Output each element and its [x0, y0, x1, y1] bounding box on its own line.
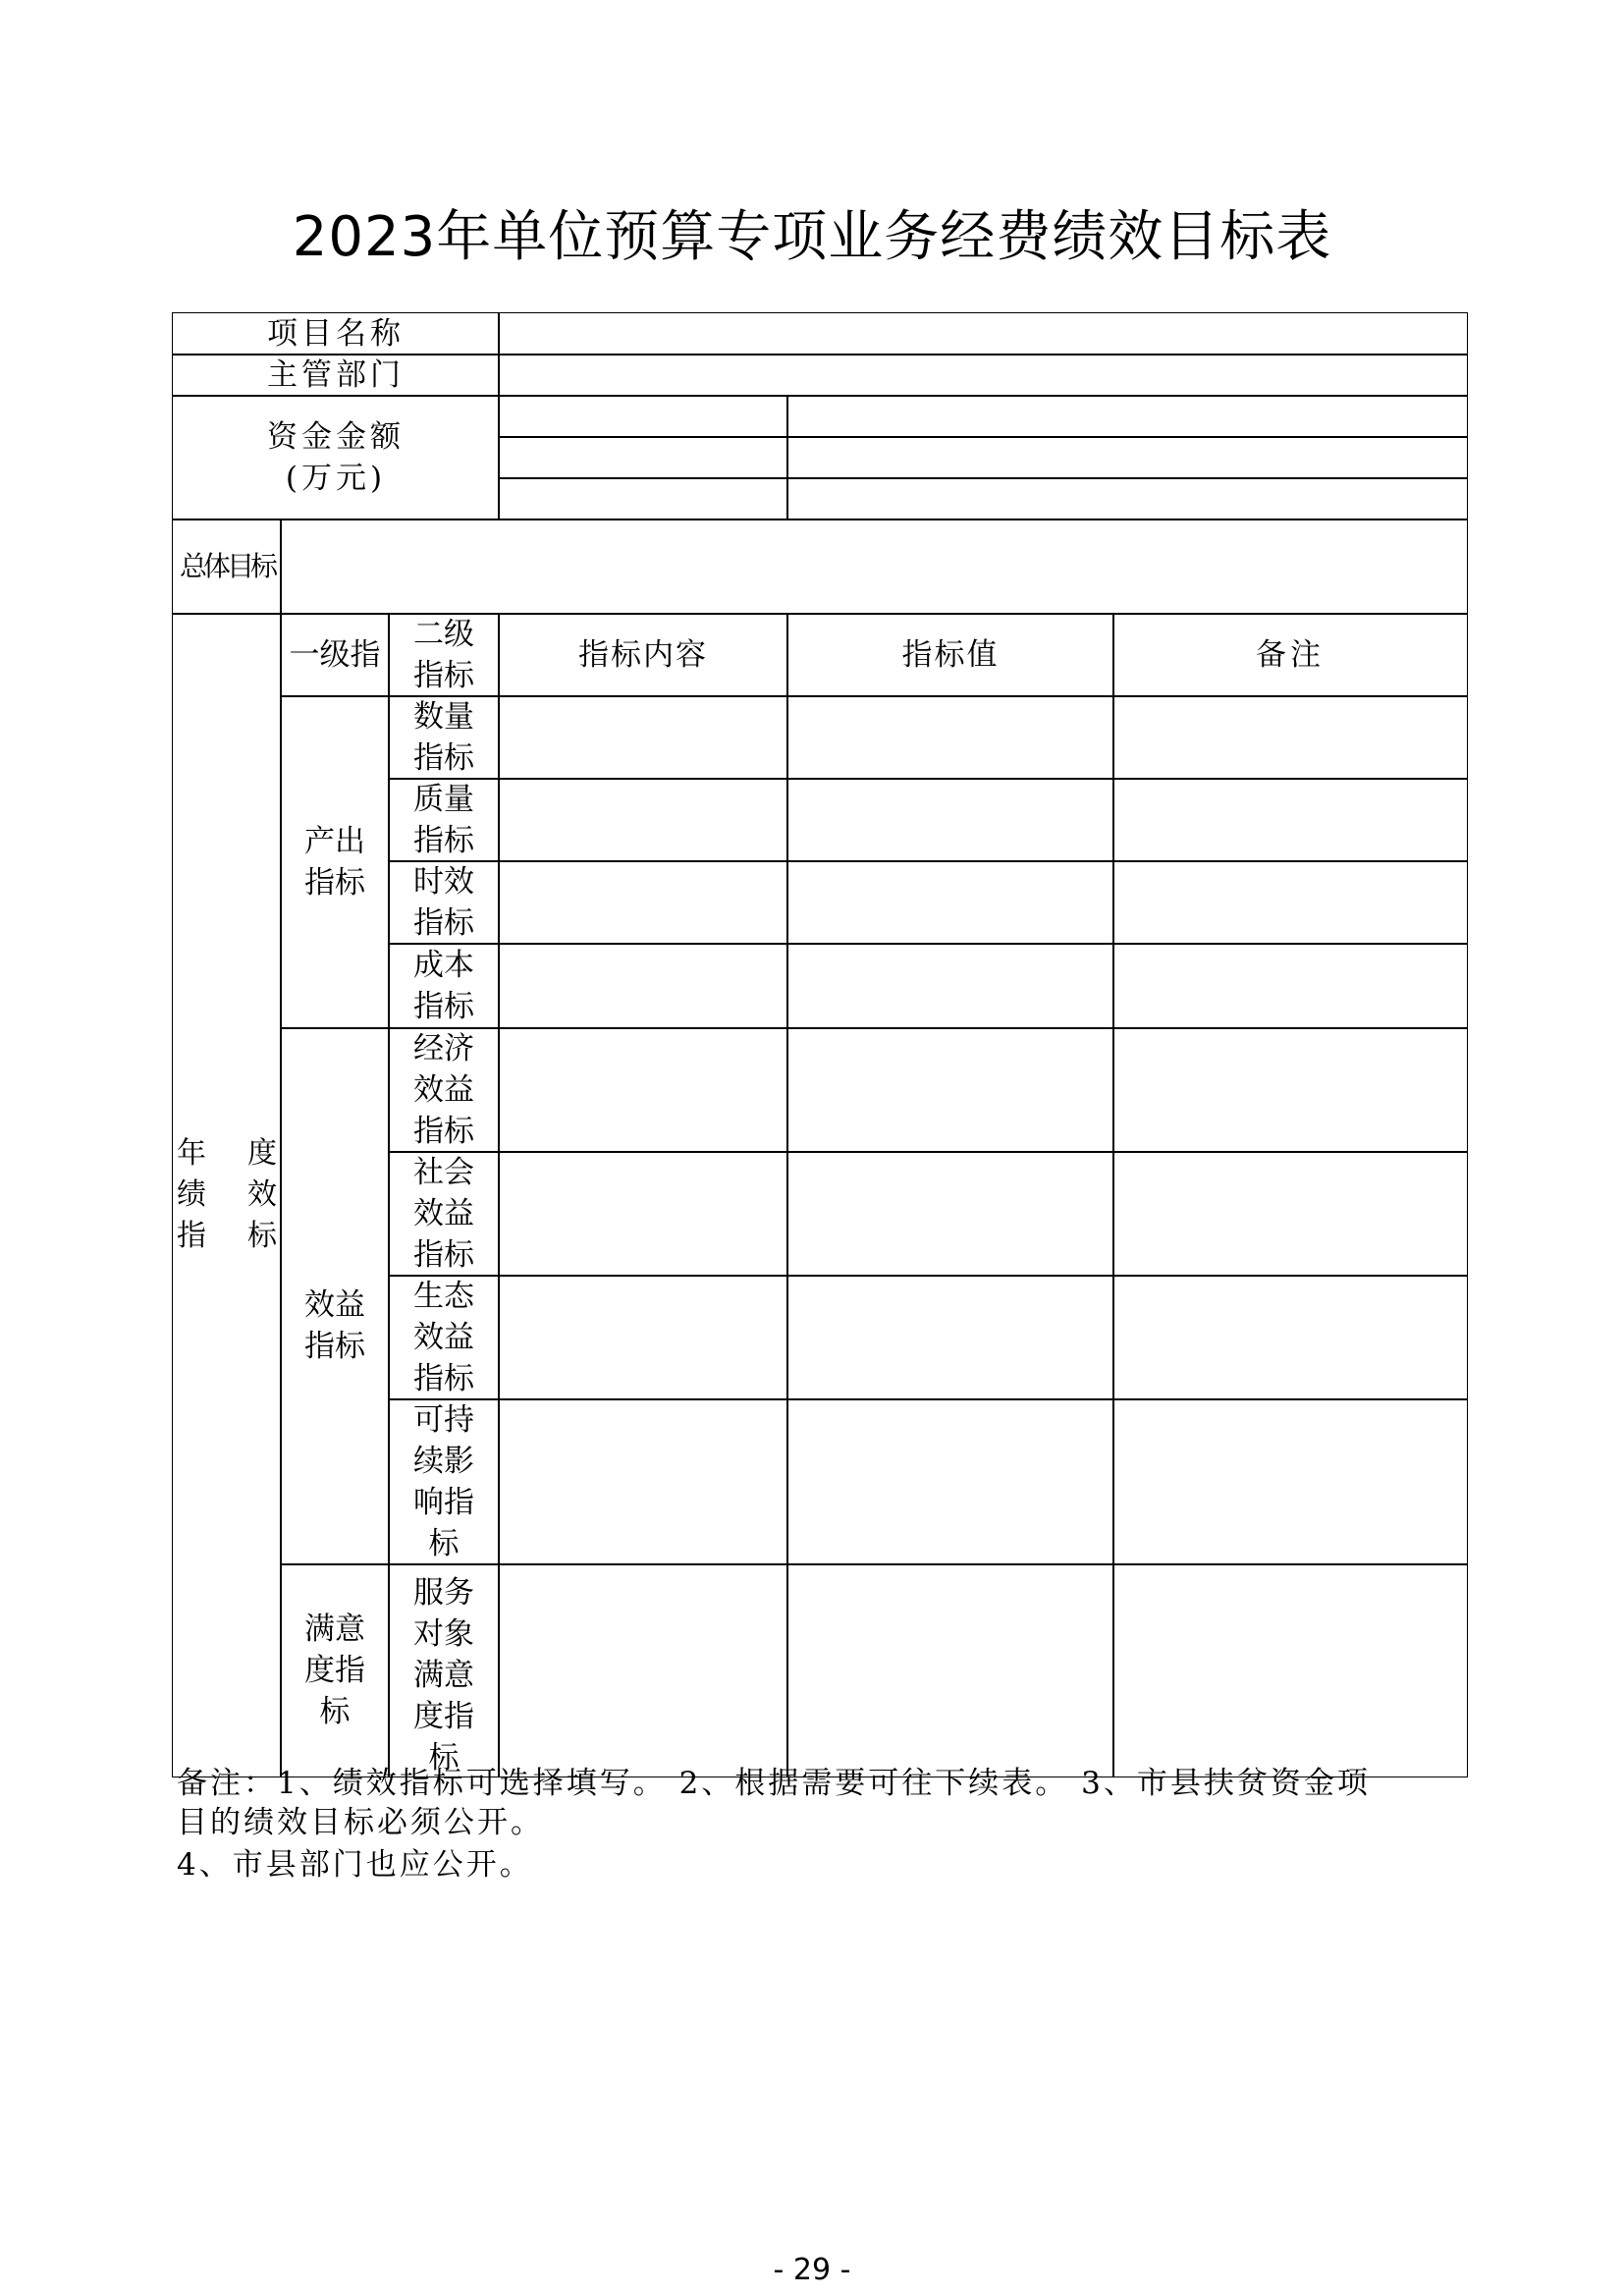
- timeliness-indicator-text: 时效指标: [413, 864, 474, 941]
- ecological-value[interactable]: [786, 1275, 1114, 1400]
- cost-value[interactable]: [786, 943, 1114, 1029]
- social-content[interactable]: [498, 1151, 788, 1277]
- satisfaction-value[interactable]: [786, 1563, 1114, 1777]
- sustainable-value[interactable]: [786, 1398, 1114, 1565]
- sustainable-content[interactable]: [498, 1398, 788, 1565]
- funds-cell-2a[interactable]: [498, 436, 788, 479]
- timeliness-indicator: [388, 860, 500, 945]
- timeliness-value[interactable]: [786, 860, 1114, 945]
- quality-content[interactable]: [498, 778, 788, 862]
- sustainable-impact-indicator: [388, 1398, 500, 1565]
- social-value[interactable]: [786, 1151, 1114, 1277]
- department-text: 主管部门: [267, 357, 405, 393]
- col-remark-header: [1112, 613, 1468, 697]
- cost-remark[interactable]: [1112, 943, 1468, 1029]
- overall-goal-value[interactable]: [280, 519, 1468, 615]
- page-number: - 29 -: [773, 2253, 851, 2287]
- satisfaction-indicators-text: 满意度指标: [304, 1612, 365, 1729]
- project-name-text: 项目名称: [267, 316, 405, 352]
- economic-remark[interactable]: [1112, 1027, 1468, 1153]
- output-indicators-text: 产出指标: [304, 824, 365, 901]
- social-benefit-text: 社会效益指标: [413, 1155, 474, 1273]
- economic-benefit-text: 经济效益指标: [413, 1031, 474, 1149]
- sustainable-remark[interactable]: [1112, 1398, 1468, 1565]
- funds-cell-3b[interactable]: [786, 477, 1468, 520]
- economic-value[interactable]: [786, 1027, 1114, 1153]
- ecological-content[interactable]: [498, 1275, 788, 1400]
- quality-indicator: [388, 778, 500, 862]
- col-content-header: [498, 613, 788, 697]
- quantity-indicator: [388, 695, 500, 780]
- ecological-benefit-text: 生态效益指标: [413, 1279, 474, 1396]
- benefit-indicators-label: [280, 1027, 390, 1565]
- output-indicators-label: [280, 695, 390, 1029]
- project-name-value[interactable]: [498, 312, 1468, 355]
- service-satisfaction-text: 服务对象满意度指标: [413, 1575, 474, 1776]
- cost-content[interactable]: [498, 943, 788, 1029]
- quantity-indicator-text: 数量指标: [413, 699, 474, 776]
- col-value-text: 指标值: [901, 637, 1000, 673]
- social-remark[interactable]: [1112, 1151, 1468, 1277]
- quality-indicator-text: 质量指标: [413, 782, 474, 858]
- funds-cell-3a[interactable]: [498, 477, 788, 520]
- col-level2-text: 二级指标: [413, 617, 474, 693]
- department-value[interactable]: [498, 354, 1468, 397]
- annual-indicators-group: [172, 613, 282, 1777]
- quantity-remark[interactable]: [1112, 695, 1468, 780]
- social-benefit-indicator: [388, 1151, 500, 1277]
- col-value-header: [786, 613, 1114, 697]
- service-satisfaction-indicator: [388, 1563, 500, 1777]
- funds-label: [172, 395, 500, 520]
- page-title: 2023年单位预算专项业务经费绩效目标表: [292, 205, 1332, 269]
- cost-indicator: [388, 943, 500, 1029]
- project-name-label: [172, 312, 500, 355]
- funds-cell-2b[interactable]: [786, 436, 1468, 479]
- quantity-value[interactable]: [786, 695, 1114, 780]
- funds-label-text: 资金金额: [267, 419, 405, 455]
- funds-cell-1a[interactable]: [498, 395, 788, 438]
- quantity-content[interactable]: [498, 695, 788, 780]
- benefit-indicators-text: 效益指标: [304, 1287, 365, 1364]
- timeliness-remark[interactable]: [1112, 860, 1468, 945]
- note-line-3: 4、市县部门也应公开。: [177, 1847, 533, 1883]
- satisfaction-remark[interactable]: [1112, 1563, 1468, 1777]
- annual-indicators-text: 年 度 绩 效 指 标: [177, 1136, 277, 1253]
- note-line-2: 目的绩效目标必须公开。: [177, 1805, 544, 1840]
- funds-unit-text: (万元): [285, 461, 387, 496]
- col-remark-text: 备注: [1256, 637, 1325, 673]
- ecological-remark[interactable]: [1112, 1275, 1468, 1400]
- cost-indicator-text: 成本指标: [413, 948, 474, 1024]
- quality-value[interactable]: [786, 778, 1114, 862]
- satisfaction-indicators-label: [280, 1563, 390, 1777]
- note-line-1: 备注：1、绩效指标可选择填写。 2、根据需要可往下续表。 3、市县扶贫资金项: [177, 1766, 1371, 1801]
- col-level2-header: [388, 613, 500, 697]
- economic-benefit-indicator: [388, 1027, 500, 1153]
- quality-remark[interactable]: [1112, 778, 1468, 862]
- overall-goal-label: [172, 519, 282, 615]
- col-content-text: 指标内容: [578, 637, 708, 673]
- timeliness-content[interactable]: [498, 860, 788, 945]
- satisfaction-content[interactable]: [498, 1563, 788, 1777]
- funds-cell-1b[interactable]: [786, 395, 1468, 438]
- col-level1-text: 一级指: [289, 637, 381, 673]
- department-label: [172, 354, 500, 397]
- ecological-benefit-indicator: [388, 1275, 500, 1400]
- sustainable-impact-text: 可持续影响指标: [413, 1402, 474, 1561]
- col-level1-header: [280, 613, 390, 697]
- economic-content[interactable]: [498, 1027, 788, 1153]
- overall-goal-text: 总体目标: [179, 550, 274, 582]
